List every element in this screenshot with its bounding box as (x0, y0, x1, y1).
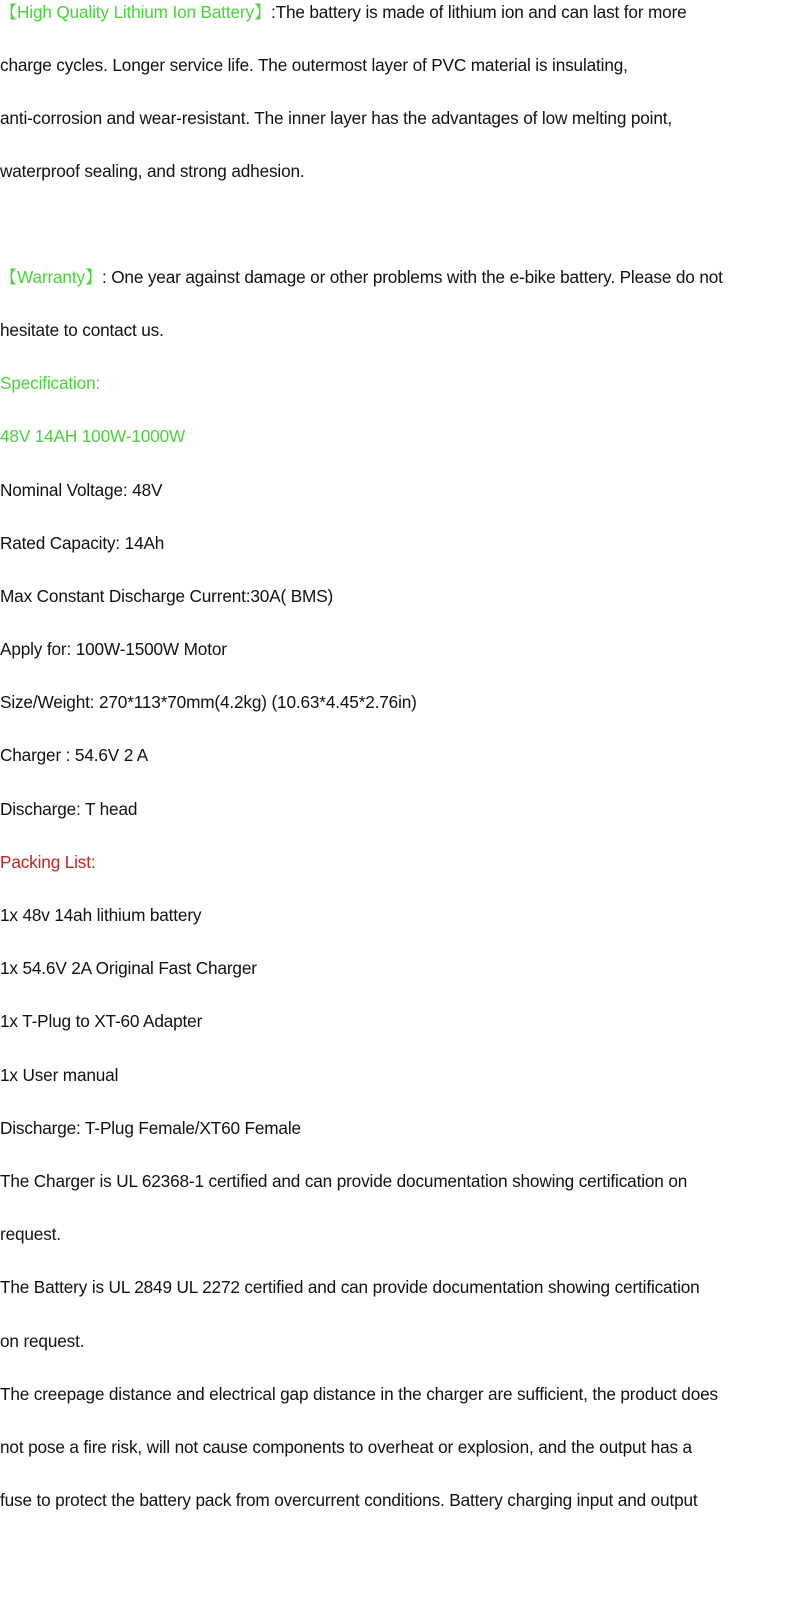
specification-model: 48V 14AH 100W-1000W (0, 426, 186, 446)
spec-item-apply-for: Apply for: 100W-1500W Motor (0, 639, 227, 659)
warranty-label: 【Warranty】 (0, 267, 102, 287)
packing-item-adapter: 1x T-Plug to XT-60 Adapter (0, 1011, 203, 1031)
intro-text: :The battery is made of lithium ion and can last for more (270, 2, 687, 22)
spec-item-rated-capacity: Rated Capacity: 14Ah (0, 533, 165, 553)
intro-line-3: anti-corrosion and wear-resistant. The inner layer has the advantages of low melting point, (0, 108, 672, 128)
spec-item-discharge-current: Max Constant Discharge Current:30A( BMS) (0, 586, 334, 606)
specification-heading: Specification: (0, 373, 101, 393)
warranty-text: : One year against damage or other problems with the e-bike battery. Please do not (101, 267, 723, 287)
packing-list-heading: Packing List: (0, 852, 96, 872)
warranty-line-1 (0, 265, 800, 289)
certification-line-6: not pose a fire risk, will not cause components to overheat or explosion, and the output has a (0, 1437, 692, 1457)
certification-line-7: fuse to protect the battery pack from overcurrent conditions. Battery charging input and output (0, 1490, 698, 1510)
intro-line-4: waterproof sealing, and strong adhesion. (0, 161, 305, 181)
intro-label: 【High Quality Lithium Ion Battery】 (0, 2, 271, 22)
certification-line-3: The Battery is UL 2849 UL 2272 certified and can provide documentation showing certification (0, 1277, 700, 1297)
spec-item-charger: Charger : 54.6V 2 A (0, 745, 149, 765)
certification-line-5: The creepage distance and electrical gap distance in the charger are sufficient, the product does (0, 1384, 718, 1404)
spec-item-size-weight: Size/Weight: 270*113*70mm(4.2kg) (10.63*4.45*2.76in) (0, 692, 417, 712)
intro-line-2: charge cycles. Longer service life. The outermost layer of PVC material is insulating, (0, 55, 628, 75)
certification-line-1: The Charger is UL 62368-1 certified and can provide documentation showing certification on (0, 1171, 688, 1191)
spec-item-nominal-voltage: Nominal Voltage: 48V (0, 480, 163, 500)
intro-line-1 (0, 0, 800, 24)
warranty-line-2: hesitate to contact us. (0, 320, 164, 340)
packing-item-manual: 1x User manual (0, 1065, 119, 1085)
packing-item-battery: 1x 48v 14ah lithium battery (0, 905, 202, 925)
spec-item-discharge: Discharge: T head (0, 799, 138, 819)
packing-item-discharge: Discharge: T-Plug Female/XT60 Female (0, 1118, 301, 1138)
certification-line-4: on request. (0, 1331, 85, 1351)
packing-item-charger: 1x 54.6V 2A Original Fast Charger (0, 958, 257, 978)
certification-line-2: request. (0, 1224, 61, 1244)
